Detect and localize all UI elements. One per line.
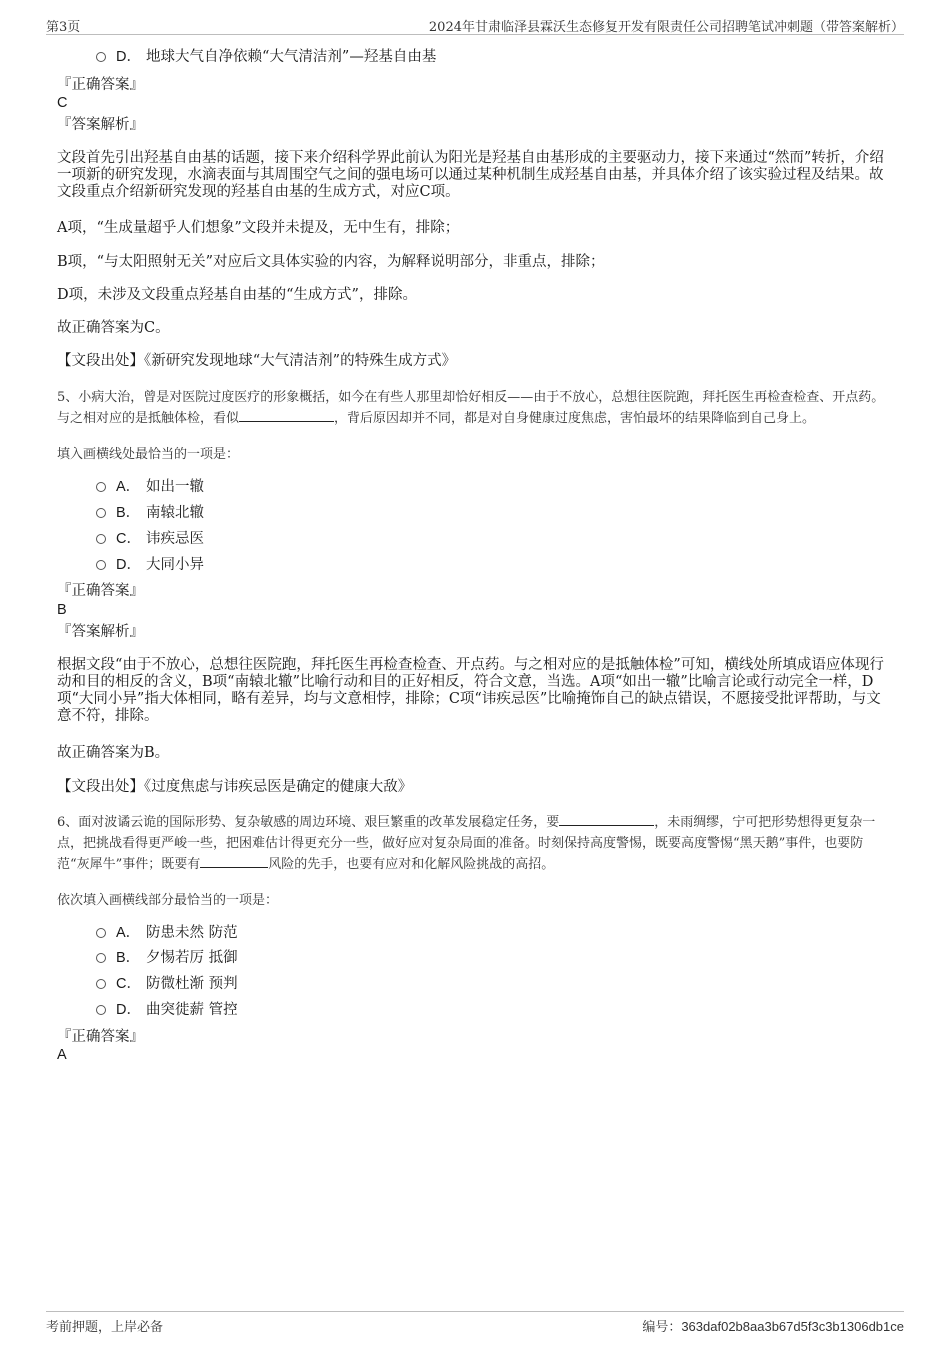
radio-icon[interactable] — [96, 52, 106, 62]
q5-conclusion: 故正确答案为B。 — [57, 745, 170, 761]
q4-source: 【文段出处】《新研究发现地球“大气清洁剂”的特殊生成方式》 — [57, 353, 457, 369]
radio-icon[interactable] — [96, 482, 106, 492]
q5-option-b[interactable]: B． 南辕北辙 — [96, 503, 204, 523]
page-header — [46, 14, 904, 35]
q5-answer-label: 『正确答案』 — [57, 583, 144, 599]
q5-analysis-paragraph: 根据文段“由于不放心，总想往医院跑，拜托医生再检查检查、开点药。与之相对应的是抵触体检”可知，横线处所填成语应体现行动和目的相反的含义，B项“南辕北辙”比喻行动和目的正好相反，符合文意，当选。A项“如出一辙”比喻言论或行动完全一样，D项“大同小异”指大体相同，略有差异，均与文意相悖，排除；C项“讳疾忌医”比喻掩饰自己的缺点错误，不愿接受批评帮助，与文意不符，排除。 — [57, 657, 884, 724]
q4-conclusion: 故正确答案为C。 — [57, 320, 170, 336]
q5-option-a[interactable]: A． 如出一辙 — [96, 477, 204, 497]
q6-question-text: 6、面对波谲云诡的国际形势、复杂敏感的周边环境、艰巨繁重的改革发展稳定任务，要 ，未雨绸缪，宁可把形势想得更复杂一点，把挑战看得更严峻一些，把困难估计得更充分一些，做好应对复杂局面的准备。时刻保持高度警惕，既要高度警惕“黑天鹅”事件，也要防范“灰犀牛”事件；既要有 风险的先手，也要有应对和化解风险挑战的高招。 — [57, 812, 892, 875]
q5-prompt: 填入画横线处最恰当的一项是： — [57, 447, 240, 462]
document-title: 2024年甘肃临泽县霖沃生态修复开发有限责任公司招聘笔试冲刺题（带答案解析） — [428, 20, 904, 35]
q6-prompt: 依次填入画横线部分最恰当的一项是： — [57, 893, 279, 908]
q5-source: 【文段出处】《过度焦虑与讳疾忌医是确定的健康大敌》 — [57, 779, 413, 795]
q5-question-text: 5、小病大治，曾是对医院过度医疗的形象概括，如今在有些人那里却恰好相反——由于不放心，总想往医院跑，拜托医生再检查检查、开点药。与之相对应的是抵触体检，看似 ，背后原因却并不同，都是对自身健康过度焦虑，害怕最坏的结果降临到自己身上。 — [57, 390, 885, 426]
page-footer — [46, 1311, 904, 1336]
q5-option-d[interactable]: D． 大同小异 — [96, 555, 204, 575]
radio-icon[interactable] — [96, 534, 106, 544]
q4-option-d[interactable]: D． 地球大气自净依赖“大气清洁剂”—羟基自由基 — [96, 47, 436, 67]
q4-analysis-option-a: A项，“生成量超乎人们想象”文段并未提及，无中生有，排除； — [57, 220, 460, 236]
q6-option-b[interactable]: B． 夕惕若厉 抵御 — [96, 948, 238, 968]
q4-analysis-option-b: B项，“与太阳照射无关”对应后文具体实验的内容，为解释说明部分，非重点，排除； — [57, 254, 605, 270]
q6-answer: A — [57, 1047, 67, 1063]
document-code: 编号：363daf02b8aa3b67d5f3c3b1306db1ce — [642, 1319, 904, 1335]
q4-answer-label: 『正确答案』 — [57, 77, 144, 93]
radio-icon[interactable] — [96, 953, 106, 963]
q4-analysis-paragraph: 文段首先引出羟基自由基的话题，接下来介绍科学界此前认为阳光是羟基自由基形成的主要驱动力，接下来通过“然而”转折，介绍一项新的研究发现，水滴表面与其周围空气之间的强电场可以通过某种机制生成羟基自由基，并具体介绍了该实验过程及结果。故文段重点介绍新研究发现的羟基自由基的生成方式，对应C项。 — [57, 150, 884, 200]
q6-blank-2 — [200, 854, 268, 868]
q6-option-d[interactable]: D． 曲突徙薪 管控 — [96, 1000, 238, 1020]
q4-answer: C — [57, 95, 68, 111]
radio-icon[interactable] — [96, 1005, 106, 1015]
q4-analysis-option-d: D项，未涉及文段重点羟基自由基的“生成方式”，排除。 — [57, 287, 417, 303]
q5-answer: B — [57, 602, 67, 618]
q4-analysis-label: 『答案解析』 — [57, 117, 144, 133]
q5-analysis-label: 『答案解析』 — [57, 624, 144, 640]
page-number: 第3页 — [46, 20, 81, 35]
q6-answer-label: 『正确答案』 — [57, 1029, 144, 1045]
radio-icon[interactable] — [96, 560, 106, 570]
footer-slogan: 考前押题，上岸必备 — [46, 1320, 164, 1335]
radio-icon[interactable] — [96, 928, 106, 938]
q6-option-a[interactable]: A． 防患未然 防范 — [96, 923, 238, 943]
q6-option-c[interactable]: C． 防微杜渐 预判 — [96, 974, 238, 994]
q5-option-c[interactable]: C． 讳疾忌医 — [96, 529, 204, 549]
q6-blank-1 — [559, 812, 654, 826]
radio-icon[interactable] — [96, 979, 106, 989]
q5-blank — [239, 408, 334, 422]
radio-icon[interactable] — [96, 508, 106, 518]
